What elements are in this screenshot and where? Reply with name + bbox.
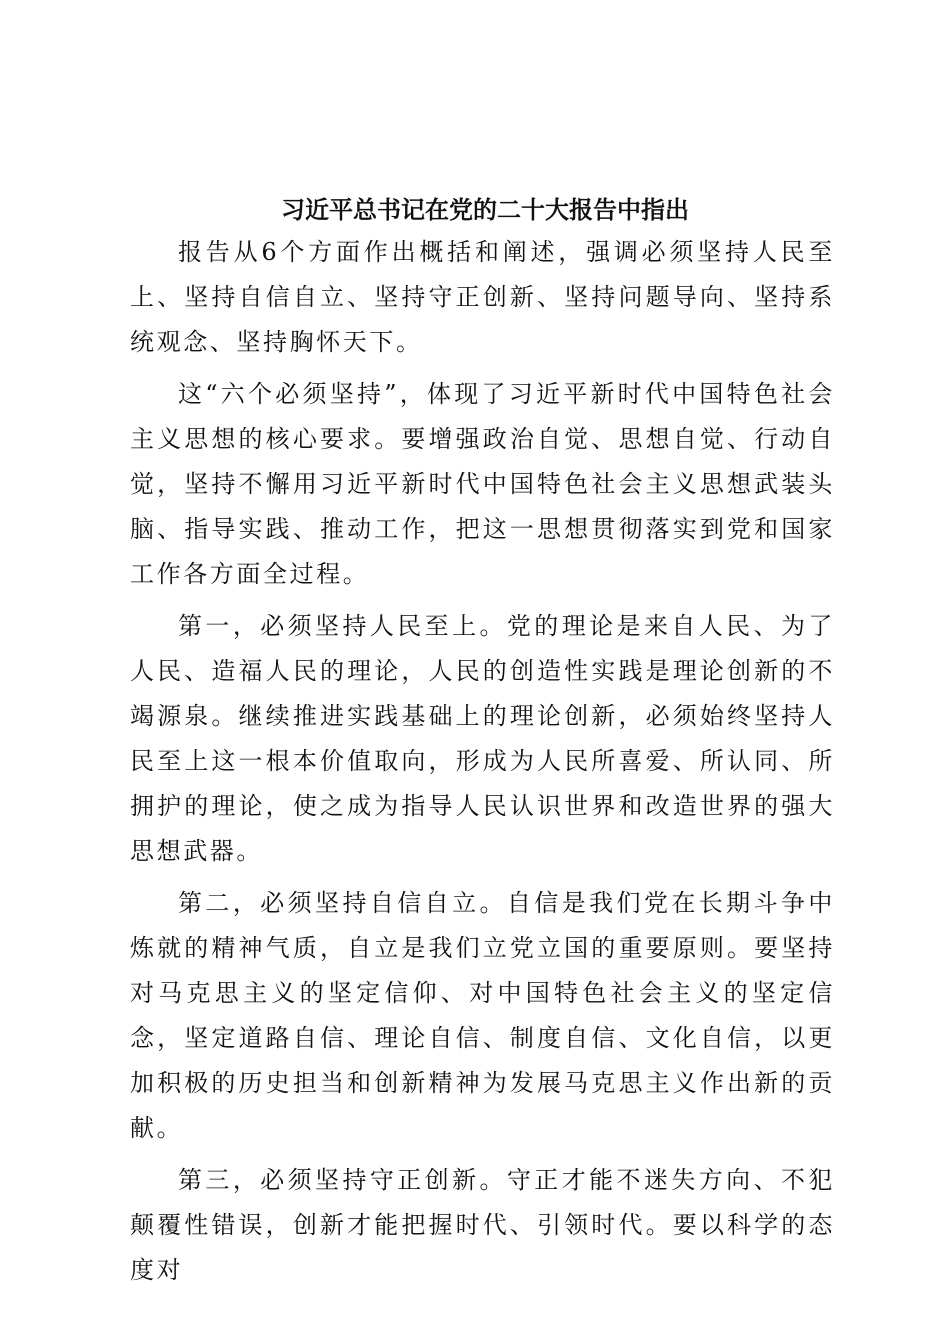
paragraph-intro: 报告从6个方面作出概括和阐述，强调必须坚持人民至上、坚持自信自立、坚持守正创新、坚持问题导向、坚持系统观念、坚持胸怀天下。 bbox=[130, 238, 835, 356]
paragraph-six-musts: 这“六个必须坚持”，体现了习近平新时代中国特色社会主义思想的核心要求。要增强政治自觉、思想自觉、行动自觉，坚持不懈用习近平新时代中国特色社会主义思想武装头脑、指导实践、推动工作，把这一思想贯彻落实到党和国家工作各方面全过程。 bbox=[130, 380, 835, 588]
paragraph-second: 第二，必须坚持自信自立。自信是我们党在长期斗争中炼就的精神气质，自立是我们立党立国的重要原则。要坚持对马克思主义的坚定信仰、对中国特色社会主义的坚定信念，坚定道路自信、理论自信、制度自信、文化自信，以更加积极的历史担当和创新精神为发展马克思主义作出新的贡献。 bbox=[130, 889, 835, 1142]
paragraph-first: 第一，必须坚持人民至上。党的理论是来自人民、为了人民、造福人民的理论，人民的创造性实践是理论创新的不竭源泉。继续推进实践基础上的理论创新，必须始终坚持人民至上这一根本价值取向，形成为人民所喜爱、所认同、所拥护的理论，使之成为指导人民认识世界和改造世界的强大思想武器。 bbox=[130, 612, 835, 865]
paragraph-third: 第三，必须坚持守正创新。守正才能不迷失方向、不犯颠覆性错误，创新才能把握时代、引领时代。要以科学的态度对 bbox=[130, 1166, 835, 1284]
document-body bbox=[130, 230, 835, 1300]
document-title: 习近平总书记在党的二十大报告中指出 bbox=[281, 195, 689, 224]
